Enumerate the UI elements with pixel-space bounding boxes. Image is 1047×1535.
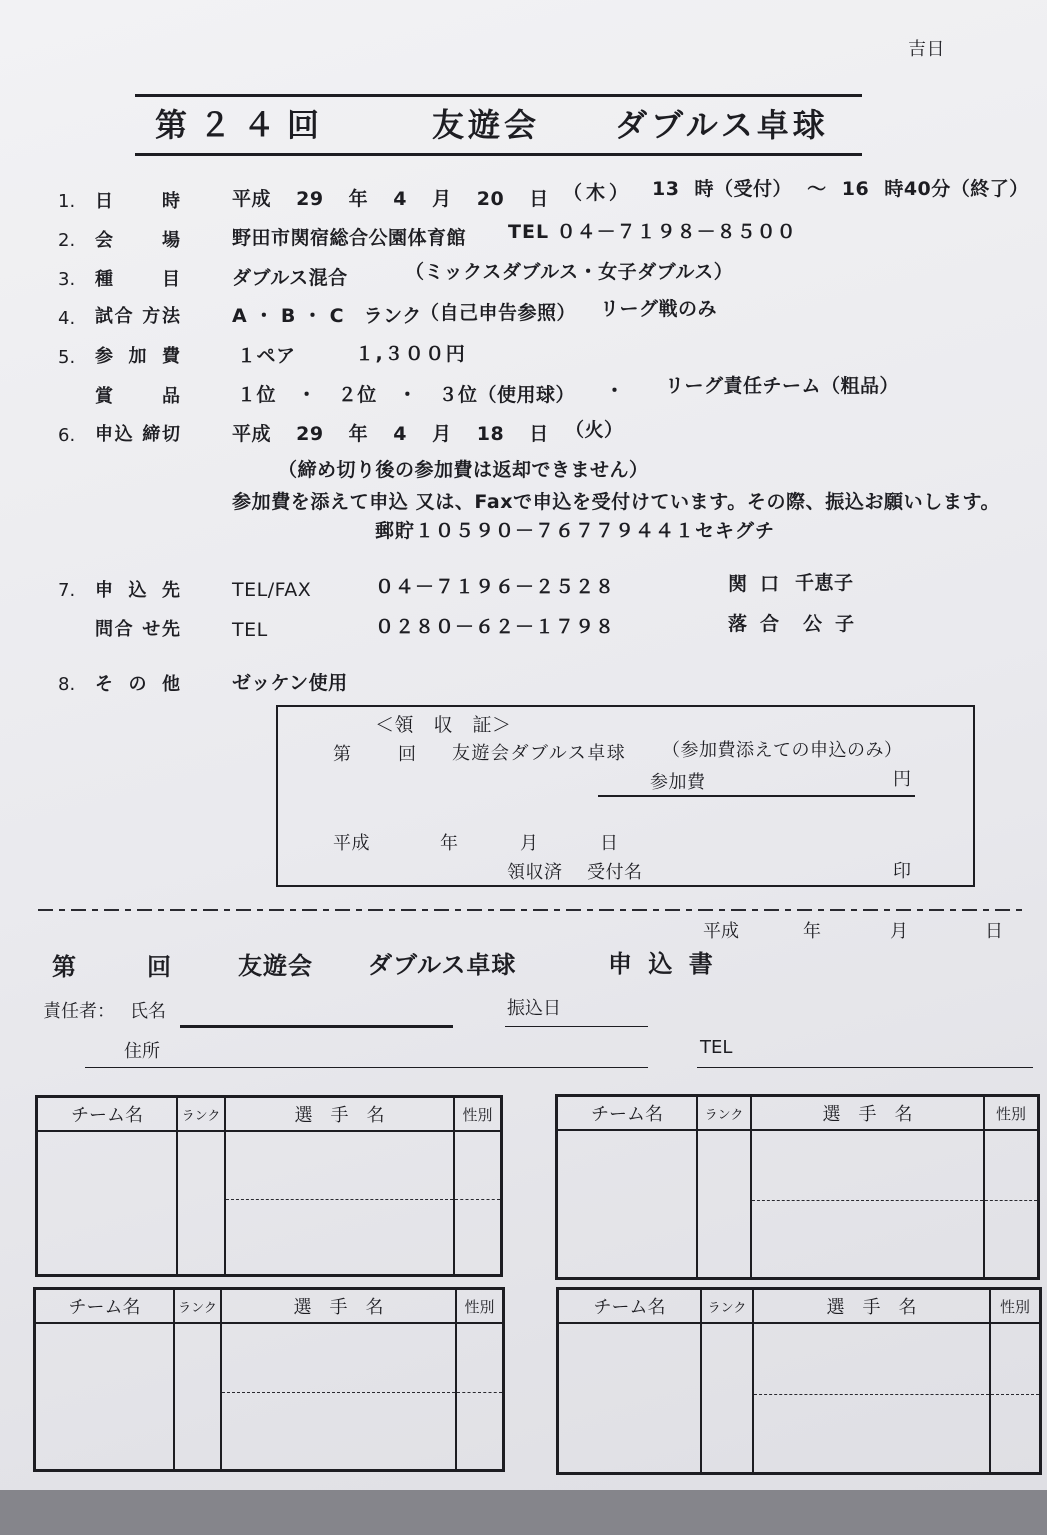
date-label: 日 時	[95, 191, 180, 212]
gender-header: 性別	[985, 1097, 1037, 1131]
venue-label: 会 場	[95, 230, 180, 251]
receipt-edition-prefix: 第	[333, 744, 352, 765]
player-divider	[226, 1199, 453, 1200]
title-event: ダブルス卓球	[615, 106, 829, 144]
transfer-date-label: 振込日	[507, 998, 561, 1019]
form-date-month: 月	[890, 921, 908, 942]
receipt-edition-suffix: 回	[398, 744, 417, 765]
item-number: 8.	[58, 674, 76, 695]
prizes-label: 賞 品	[95, 386, 180, 407]
inquiry-phone-label: TEL	[232, 619, 268, 641]
representative-label: 責任者：	[43, 1001, 115, 1022]
receipt-month: 月	[520, 833, 539, 854]
item-number: 4.	[58, 308, 76, 329]
inquiry-given-name: 公子	[803, 613, 868, 635]
player-divider	[752, 1200, 983, 1201]
league-only: リーグ戦のみ	[600, 298, 718, 320]
players-cell	[752, 1131, 985, 1277]
entry-table	[35, 1095, 503, 1277]
inquiry-label: 問合 せ先	[95, 619, 180, 640]
receipt-event: 友遊会ダブルス卓球	[452, 743, 627, 764]
receipt-received: 領収済	[507, 862, 563, 883]
form-event: ダブルス卓球	[368, 951, 517, 979]
name-label: 氏名	[130, 1001, 166, 1022]
receipt-heading: ＜領 収 証＞	[375, 714, 512, 736]
receipt-year: 年	[440, 833, 459, 854]
prize-separator: ・	[605, 380, 625, 402]
document-title	[135, 94, 862, 156]
team-name-header: チーム名	[559, 1290, 702, 1324]
name-field-line	[180, 1025, 453, 1028]
date-note: 吉日	[908, 39, 945, 60]
title-group: 友遊会	[432, 106, 541, 144]
receipt-receiver-label: 受付名	[587, 862, 643, 883]
form-group: 友遊会	[238, 952, 313, 980]
rank-cell	[702, 1324, 754, 1472]
refund-note: （締め切り後の参加費は返却できません）	[278, 459, 649, 481]
cut-line	[38, 909, 1025, 911]
rank-cell	[175, 1324, 222, 1469]
title-edition: 第２４回	[155, 106, 332, 144]
fee-label: 参 加 費	[95, 346, 180, 367]
inquiry-surname: 落合	[728, 613, 793, 635]
prize-places: １位 ・ ２位 ・ ３位（使用球）	[237, 384, 575, 406]
contact-phone: ０４－７１９６－２５２８	[375, 576, 616, 598]
players-header: 選 手 名	[226, 1098, 455, 1132]
gender-cell	[457, 1324, 502, 1469]
gender-cell	[985, 1131, 1037, 1277]
gender-header: 性別	[455, 1098, 500, 1132]
entry-table	[555, 1094, 1040, 1280]
team-name-cell	[36, 1324, 175, 1469]
players-header: 選 手 名	[222, 1290, 457, 1324]
contact-given-name: 千恵子	[795, 572, 854, 594]
receipt-seal: 印	[893, 861, 912, 882]
team-name-cell	[558, 1131, 698, 1277]
form-edition-suffix: 回	[147, 953, 172, 981]
gender-header: 性別	[991, 1290, 1039, 1324]
players-cell	[222, 1324, 457, 1469]
event-type-note: （ミックスダブルス・女子ダブルス）	[405, 261, 734, 283]
player-divider	[754, 1394, 989, 1395]
receipt-era: 平成	[333, 833, 370, 854]
contact-label: 申 込 先	[95, 580, 180, 601]
receipt-yen: 円	[893, 769, 912, 790]
postal-account: 郵貯１０５９０－７６７７９４４１セキグチ	[375, 520, 776, 542]
deadline-weekday: （火）	[565, 419, 624, 441]
form-date-day: 日	[985, 921, 1003, 942]
application-method-note: 参加費を添えて申込 又は、Faxで申込を受付けています。その際、振込お願いします。	[232, 491, 1001, 513]
players-cell	[754, 1324, 991, 1472]
receipt-note: （参加費添えての申込のみ）	[662, 740, 903, 761]
gender-divider	[991, 1394, 1039, 1395]
contact-surname: 関口	[728, 573, 793, 595]
rank-header: ランク	[178, 1098, 226, 1132]
rank-header: ランク	[698, 1097, 752, 1131]
receipt-fee-label: 参加費	[650, 772, 706, 793]
item-number: 1.	[58, 191, 76, 212]
tel-line	[697, 1067, 1033, 1068]
form-edition-prefix: 第	[52, 953, 77, 981]
item-number: 5.	[58, 347, 76, 368]
item-number: 6.	[58, 425, 76, 446]
receipt-box	[276, 705, 975, 887]
venue-tel: TEL ０４－７１９８－８５００	[508, 221, 797, 243]
entry-table	[33, 1287, 505, 1472]
venue-name: 野田市関宿総合公園体育館	[232, 227, 467, 249]
event-time: 13 時（受付） ～ 16 時40分（終了）	[652, 178, 1029, 200]
contact-phone-label: TEL/FAX	[232, 579, 312, 601]
players-cell	[226, 1132, 455, 1274]
deadline-date: 平成 29 年 4 月 18 日	[232, 423, 549, 445]
event-weekday: （木）	[563, 182, 633, 204]
gender-divider	[457, 1392, 502, 1393]
entry-table	[556, 1287, 1042, 1475]
team-name-cell	[559, 1324, 702, 1472]
gender-cell	[455, 1132, 500, 1274]
rank-header: ランク	[702, 1290, 754, 1324]
form-title: 申 込 書	[608, 950, 717, 978]
team-name-header: チーム名	[38, 1098, 178, 1132]
other-label: そ の 他	[95, 674, 180, 695]
team-name-cell	[38, 1132, 178, 1274]
team-name-header: チーム名	[36, 1290, 175, 1324]
rank-classes: A ・ B ・ C ランク	[232, 305, 422, 327]
rank-note: （自己申告参照）	[420, 302, 577, 324]
gender-divider	[455, 1199, 500, 1200]
fee-amount: １,３００円	[355, 343, 467, 365]
form-date-era: 平成	[703, 921, 739, 942]
deadline-label: 申込 締切	[95, 424, 180, 445]
format-label: 試合 方法	[95, 306, 180, 327]
event-date: 平成 29 年 4 月 20 日	[232, 188, 549, 210]
rank-cell	[178, 1132, 226, 1274]
tel-label: TEL	[700, 1037, 733, 1058]
other-value: ゼッケン使用	[232, 672, 348, 694]
rank-header: ランク	[175, 1290, 222, 1324]
receipt-day: 日	[600, 833, 619, 854]
team-name-header: チーム名	[558, 1097, 698, 1131]
players-header: 選 手 名	[754, 1290, 991, 1324]
event-type: ダブルス混合	[232, 267, 348, 289]
event-type-label: 種 目	[95, 269, 180, 290]
form-date-year: 年	[803, 921, 821, 942]
receipt-fee-underline	[598, 795, 915, 797]
item-number: 7.	[58, 580, 76, 601]
player-divider	[222, 1392, 455, 1393]
address-label: 住所	[124, 1041, 160, 1062]
league-prize: リーグ責任チーム（粗品）	[665, 375, 900, 397]
players-header: 選 手 名	[752, 1097, 985, 1131]
fee-unit: １ペア	[237, 345, 296, 367]
transfer-date-line	[505, 1026, 648, 1027]
item-number: 2.	[58, 230, 76, 251]
gender-header: 性別	[457, 1290, 502, 1324]
address-line	[85, 1067, 648, 1068]
inquiry-phone: ０２８０－６２－１７９８	[375, 616, 616, 638]
item-number: 3.	[58, 269, 76, 290]
gender-cell	[991, 1324, 1039, 1472]
gender-divider	[985, 1200, 1037, 1201]
rank-cell	[698, 1131, 752, 1277]
